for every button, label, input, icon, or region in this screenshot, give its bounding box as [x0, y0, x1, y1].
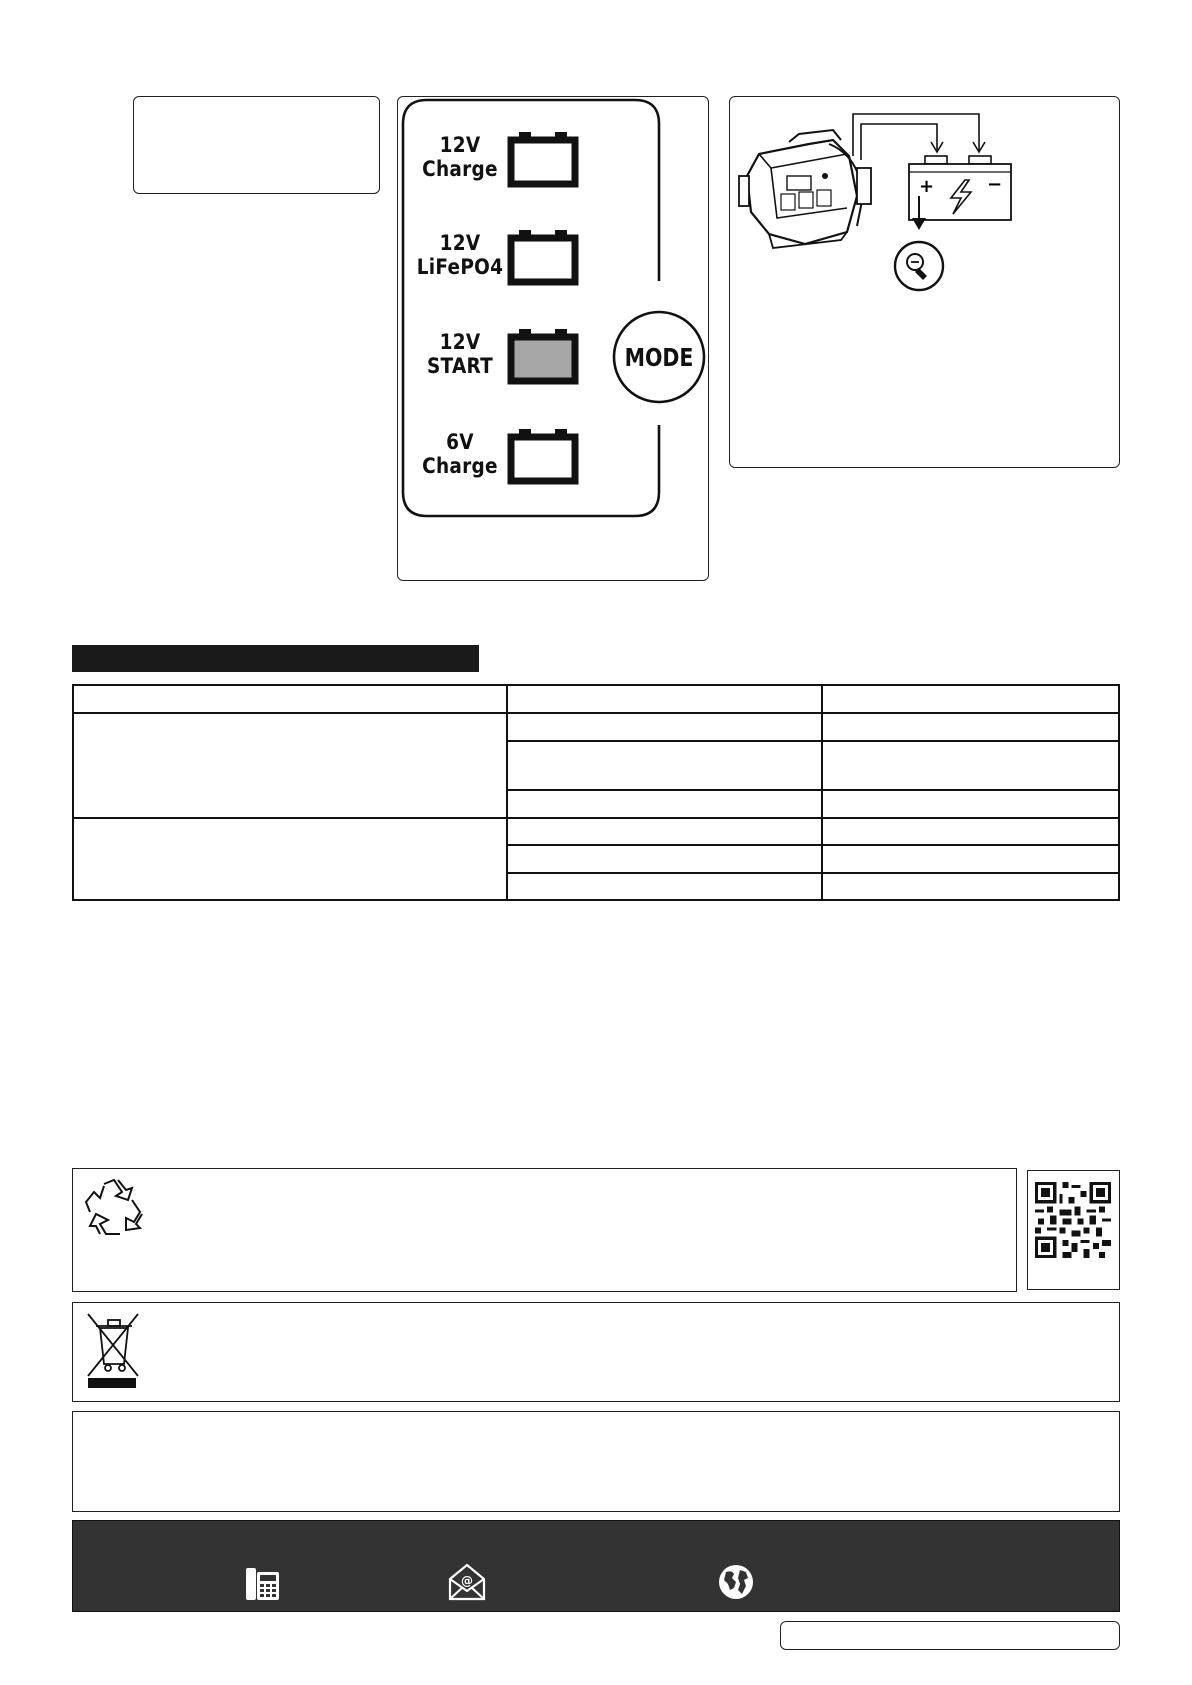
power-button-icon: [895, 242, 943, 290]
table-cell: [507, 713, 821, 741]
table-header-cell: [822, 685, 1119, 713]
table-cell: [822, 790, 1119, 818]
mode-label-1: 12V Charge: [422, 133, 498, 181]
svg-text:@: @: [461, 1574, 473, 1588]
table-row: [73, 713, 1119, 741]
qr-code: [1035, 1182, 1111, 1258]
battery-icon: [511, 329, 575, 381]
note-box: [72, 1411, 1120, 1512]
table-row: [73, 818, 1119, 845]
battery-minus: −: [987, 174, 1003, 195]
table-cell: [507, 845, 821, 873]
section-header-bar: [72, 645, 479, 672]
mode-label-2: 12V LiFePO4: [416, 231, 504, 279]
table-cell: [73, 713, 507, 818]
table-cell: [507, 790, 821, 818]
globe-icon[interactable]: [718, 1564, 754, 1600]
connection-diagram: [729, 96, 1120, 468]
phone-icon[interactable]: [244, 1564, 282, 1602]
table-cell: [822, 741, 1119, 790]
weee-bin-icon: [84, 1310, 142, 1390]
mode-button[interactable]: MODE: [624, 343, 694, 372]
table-cell: [822, 818, 1119, 845]
table-cell: [507, 818, 821, 845]
table-header-cell: [73, 685, 507, 713]
table-cell: [822, 845, 1119, 873]
reference-box: [780, 1621, 1120, 1650]
troubleshooting-table: [72, 684, 1120, 901]
battery-icon: [511, 429, 575, 481]
mode-label-3: 12V START: [426, 330, 494, 378]
table-cell: [822, 713, 1119, 741]
info-box: [133, 96, 380, 194]
recycling-box: [72, 1168, 1017, 1292]
battery-plus: +: [919, 176, 935, 197]
email-icon[interactable]: [448, 1563, 486, 1601]
footer-contact-bar: [72, 1520, 1120, 1612]
table-cell: [507, 873, 821, 900]
weee-box: [72, 1302, 1120, 1402]
mode-label-4: 6V Charge: [422, 430, 498, 478]
table-header-cell: [507, 685, 821, 713]
table-cell: [73, 818, 507, 900]
recycle-icon: [82, 1178, 146, 1238]
charger-illustration: [739, 130, 871, 248]
battery-icon: [511, 230, 575, 282]
battery-icon: [511, 132, 575, 184]
table-header-row: [73, 685, 1119, 713]
table-cell: [507, 741, 821, 790]
table-cell: [822, 873, 1119, 900]
